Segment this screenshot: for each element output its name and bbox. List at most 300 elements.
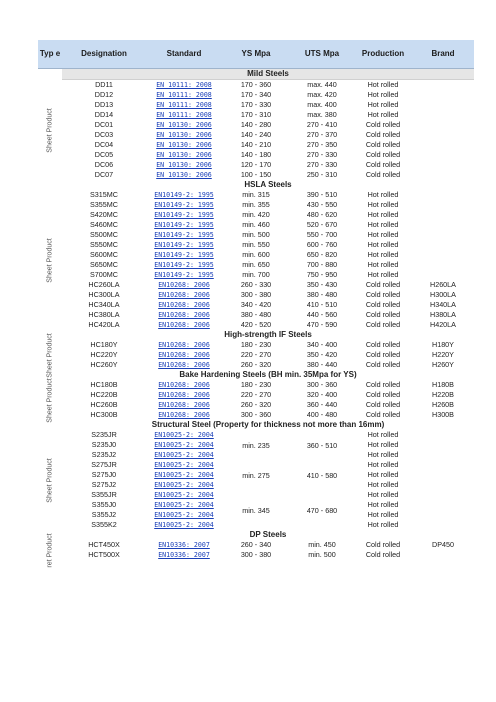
- standard-link[interactable]: EN10025-2: 2004: [154, 511, 214, 519]
- table-row: [38, 300, 474, 310]
- merged-uts-cell: 470 - 680: [306, 505, 338, 515]
- ys-cell: 120 - 170: [240, 160, 272, 169]
- ys-cell: min. 420: [242, 210, 270, 219]
- header-designation: Designation: [81, 49, 127, 58]
- ys-cell: 300 - 380: [240, 290, 272, 299]
- designation-cell: S420MC: [90, 210, 118, 219]
- production-cell: Hot rolled: [367, 510, 399, 519]
- standard-cell: [146, 260, 222, 270]
- section: [38, 370, 474, 423]
- production-cell: Hot rolled: [367, 270, 399, 279]
- brand-cell: [412, 210, 474, 220]
- designation-cell: S600MC: [90, 250, 118, 259]
- standard-cell: [146, 240, 222, 250]
- designation-cell: DD13: [94, 100, 114, 109]
- designation-cell: HC260B: [90, 400, 118, 409]
- designation-cell: HC340LA: [88, 300, 120, 309]
- designation-cell: DC07: [94, 170, 114, 179]
- uts-cell: 700 - 880: [306, 260, 338, 269]
- standard-cell: [146, 520, 222, 530]
- brand-cell: [412, 460, 474, 470]
- uts-cell: 350 - 420: [306, 350, 338, 359]
- uts-cell: max. 440: [307, 80, 337, 89]
- table-row: [38, 290, 474, 300]
- brand-cell: H380LA: [430, 310, 456, 319]
- standard-cell: [146, 360, 222, 370]
- uts-cell: max. 400: [307, 100, 337, 109]
- ys-cell: 220 - 270: [240, 390, 272, 399]
- brand-cell: H260LA: [430, 280, 456, 289]
- brand-cell: H340LA: [430, 300, 456, 309]
- product-type-label: [38, 190, 62, 330]
- ys-cell: 180 - 230: [240, 340, 272, 349]
- section-rows: [38, 80, 474, 180]
- ys-cell: 140 - 280: [240, 120, 272, 129]
- designation-cell: S550MC: [90, 240, 118, 249]
- standard-cell: [146, 170, 222, 180]
- designation-cell: DC06: [94, 160, 114, 169]
- brand-cell: [412, 510, 474, 520]
- production-cell: Cold rolled: [365, 130, 401, 139]
- brand-cell: [412, 480, 474, 490]
- brand-cell: [412, 130, 474, 140]
- production-cell: Cold rolled: [365, 160, 401, 169]
- brand-cell: [412, 490, 474, 500]
- standard-link[interactable]: EN 10111: 2008: [156, 101, 212, 109]
- standard-link[interactable]: EN10149-2: 1995: [154, 261, 214, 269]
- standard-link[interactable]: EN10149-2: 1995: [154, 231, 214, 239]
- table-row: [38, 200, 474, 210]
- brand-cell: [412, 450, 474, 460]
- section-rows: [38, 430, 474, 530]
- standard-link[interactable]: EN10025-2: 2004: [154, 501, 214, 509]
- designation-cell: S275JR: [91, 460, 117, 469]
- standard-link[interactable]: EN 10130: 2006: [156, 161, 212, 169]
- brand-cell: DP450: [432, 540, 454, 549]
- standard-cell: [146, 500, 222, 510]
- table-row: [38, 280, 474, 290]
- section: [38, 530, 474, 568]
- designation-cell: DC01: [94, 120, 114, 129]
- production-cell: Cold rolled: [365, 120, 401, 129]
- production-cell: Hot rolled: [367, 440, 399, 449]
- production-cell: Cold rolled: [365, 150, 401, 159]
- product-type-text: Sheet Product: [46, 237, 54, 283]
- merged-uts-cell: 410 - 580: [306, 470, 338, 480]
- designation-cell: S700MC: [90, 270, 118, 279]
- header-uts: UTS Mpa: [304, 49, 340, 58]
- production-cell: Cold rolled: [365, 360, 401, 369]
- ys-cell: min. 700: [242, 270, 270, 279]
- standard-link[interactable]: EN 10130: 2006: [156, 131, 212, 139]
- brand-cell: H420LA: [430, 320, 456, 329]
- table-row: [38, 410, 474, 420]
- designation-cell: S355JR: [91, 490, 117, 499]
- designation-cell: HC220Y: [90, 350, 118, 359]
- merged-ys-cell: min. 275: [242, 470, 270, 480]
- standard-link[interactable]: EN10149-2: 1995: [154, 271, 214, 279]
- table-row: [38, 380, 474, 390]
- uts-cell: 650 - 820: [306, 250, 338, 259]
- production-cell: Cold rolled: [365, 140, 401, 149]
- uts-cell: 440 - 560: [306, 310, 338, 319]
- standard-link[interactable]: EN10268: 2006: [158, 401, 210, 409]
- production-cell: Cold rolled: [365, 400, 401, 409]
- brand-cell: [412, 170, 474, 180]
- production-cell: Hot rolled: [367, 230, 399, 239]
- ys-cell: min. 500: [242, 230, 270, 239]
- designation-cell: HC420LA: [88, 320, 120, 329]
- standard-link[interactable]: EN10268: 2006: [158, 341, 210, 349]
- standard-link[interactable]: EN10025-2: 2004: [154, 441, 214, 449]
- brand-cell: [412, 550, 474, 560]
- uts-cell: 480 - 620: [306, 210, 338, 219]
- ys-cell: 340 - 420: [240, 300, 272, 309]
- uts-cell: 300 - 360: [306, 380, 338, 389]
- product-type-label: [38, 332, 62, 378]
- uts-cell: 750 - 950: [306, 270, 338, 279]
- standard-cell: [146, 230, 222, 240]
- uts-cell: 270 - 410: [306, 120, 338, 129]
- designation-cell: HC300B: [90, 410, 118, 419]
- merged-ys-cell: min. 235: [242, 440, 270, 450]
- standard-cell: [146, 410, 222, 420]
- standard-cell: [146, 350, 222, 360]
- ys-cell: 220 - 270: [240, 350, 272, 359]
- table-row: [38, 240, 474, 250]
- standard-link[interactable]: EN 10130: 2006: [156, 151, 212, 159]
- production-cell: Cold rolled: [365, 170, 401, 179]
- production-cell: Cold rolled: [365, 300, 401, 309]
- brand-cell: H180B: [432, 380, 454, 389]
- section-title: DP Steels: [249, 530, 287, 539]
- ys-cell: 140 - 180: [240, 150, 272, 159]
- table-row: [38, 340, 474, 350]
- standard-link[interactable]: EN 10130: 2006: [156, 171, 212, 179]
- standard-cell: [146, 400, 222, 410]
- standard-link[interactable]: EN10268: 2006: [158, 301, 210, 309]
- designation-cell: S355MC: [90, 200, 118, 209]
- uts-cell: 390 - 510: [306, 190, 338, 199]
- standard-cell: [146, 340, 222, 350]
- uts-cell: min. 500: [308, 550, 336, 559]
- designation-cell: HC300LA: [88, 290, 120, 299]
- standard-cell: [146, 140, 222, 150]
- brand-cell: [412, 90, 474, 100]
- merged-ys-cell: min. 345: [242, 505, 270, 515]
- brand-cell: H180Y: [432, 340, 454, 349]
- designation-cell: S235JR: [91, 430, 117, 439]
- ys-cell: 170 - 360: [240, 80, 272, 89]
- designation-cell: HC260LA: [88, 280, 120, 289]
- designation-cell: S460MC: [90, 220, 118, 229]
- uts-cell: 600 - 760: [306, 240, 338, 249]
- standard-cell: [146, 160, 222, 170]
- table-row: [38, 90, 474, 100]
- standard-link[interactable]: EN10025-2: 2004: [154, 451, 214, 459]
- production-cell: Hot rolled: [367, 240, 399, 249]
- ys-cell: min. 315: [242, 190, 270, 199]
- production-cell: Hot rolled: [367, 190, 399, 199]
- standard-link[interactable]: EN10149-2: 1995: [154, 241, 214, 249]
- production-cell: Cold rolled: [365, 310, 401, 319]
- brand-cell: [412, 100, 474, 110]
- brand-cell: [412, 500, 474, 510]
- brand-cell: [412, 150, 474, 160]
- production-cell: Hot rolled: [367, 500, 399, 509]
- production-cell: Hot rolled: [367, 90, 399, 99]
- ys-cell: 260 - 320: [240, 360, 272, 369]
- uts-cell: max. 380: [307, 110, 337, 119]
- uts-cell: 550 - 700: [306, 230, 338, 239]
- ys-cell: 140 - 240: [240, 130, 272, 139]
- uts-cell: 250 - 310: [306, 170, 338, 179]
- standard-cell: [146, 80, 222, 90]
- standard-cell: [146, 320, 222, 330]
- standard-link[interactable]: EN10268: 2006: [158, 321, 210, 329]
- brand-cell: [412, 200, 474, 210]
- uts-cell: 270 - 350: [306, 140, 338, 149]
- production-cell: Hot rolled: [367, 450, 399, 459]
- production-cell: Hot rolled: [367, 260, 399, 269]
- uts-cell: 270 - 330: [306, 160, 338, 169]
- production-cell: Hot rolled: [367, 490, 399, 499]
- standard-link[interactable]: EN10268: 2006: [158, 291, 210, 299]
- standard-cell: [146, 190, 222, 200]
- standard-link[interactable]: EN10025-2: 2004: [154, 481, 214, 489]
- ys-cell: 170 - 310: [240, 110, 272, 119]
- standard-link[interactable]: EN 10111: 2008: [156, 81, 212, 89]
- standard-link[interactable]: EN10268: 2006: [158, 311, 210, 319]
- ys-cell: 100 - 150: [240, 170, 272, 179]
- designation-cell: S500MC: [90, 230, 118, 239]
- standard-cell: [146, 150, 222, 160]
- production-cell: Cold rolled: [365, 410, 401, 419]
- standard-link[interactable]: EN10149-2: 1995: [154, 221, 214, 229]
- table-row: [38, 260, 474, 270]
- uts-cell: 470 - 590: [306, 320, 338, 329]
- section-rows: [38, 377, 474, 423]
- header-production: Production: [361, 49, 405, 58]
- product-type-label: [38, 377, 62, 423]
- table-row: [38, 150, 474, 160]
- production-cell: Hot rolled: [367, 430, 399, 439]
- standard-cell: [146, 310, 222, 320]
- designation-cell: S355J2: [91, 510, 117, 519]
- table-row: [38, 320, 474, 330]
- table-row: [38, 350, 474, 360]
- standard-cell: [146, 200, 222, 210]
- uts-cell: 360 - 440: [306, 400, 338, 409]
- production-cell: Cold rolled: [365, 390, 401, 399]
- table-row: [38, 400, 474, 410]
- brand-cell: [412, 230, 474, 240]
- ys-cell: 170 - 340: [240, 90, 272, 99]
- standard-link[interactable]: EN10268: 2006: [158, 381, 210, 389]
- header-brand: Brand: [431, 49, 455, 58]
- standard-link[interactable]: EN10149-2: 1995: [154, 211, 214, 219]
- ys-cell: 260 - 340: [240, 540, 272, 549]
- standard-link[interactable]: EN10025-2: 2004: [154, 471, 214, 479]
- production-cell: Cold rolled: [365, 540, 401, 549]
- uts-cell: 270 - 330: [306, 150, 338, 159]
- standard-cell: [146, 210, 222, 220]
- designation-cell: DD12: [94, 90, 114, 99]
- designation-cell: DC05: [94, 150, 114, 159]
- standard-cell: [146, 290, 222, 300]
- product-type-text: Sheet Product: [46, 107, 54, 153]
- standard-link[interactable]: EN10268: 2006: [158, 391, 210, 399]
- standard-link[interactable]: EN10149-2: 1995: [154, 191, 214, 199]
- uts-cell: 520 - 670: [306, 220, 338, 229]
- production-cell: Hot rolled: [367, 470, 399, 479]
- standard-link[interactable]: EN10025-2: 2004: [154, 431, 214, 439]
- table-row: [38, 170, 474, 180]
- production-cell: Hot rolled: [367, 220, 399, 229]
- table-row: [38, 210, 474, 220]
- header-type: Typ e: [39, 49, 61, 58]
- ys-cell: min. 355: [242, 200, 270, 209]
- table-row: [38, 550, 474, 560]
- table-body: [38, 69, 474, 568]
- designation-cell: S355K2: [91, 520, 117, 529]
- standard-cell: [146, 250, 222, 260]
- table-row: [38, 220, 474, 230]
- designation-cell: S315MC: [90, 190, 118, 199]
- product-type-text: Sheet Product: [46, 332, 54, 378]
- designation-cell: S275J0: [91, 470, 117, 479]
- section: [38, 420, 474, 530]
- standard-link[interactable]: EN 10111: 2008: [156, 91, 212, 99]
- table-row: [38, 110, 474, 120]
- ys-cell: 300 - 360: [240, 410, 272, 419]
- standard-link[interactable]: EN10268: 2006: [158, 281, 210, 289]
- product-type-label: [38, 532, 62, 568]
- brand-cell: [412, 430, 474, 440]
- product-type-label: [38, 80, 62, 180]
- brand-cell: [412, 440, 474, 450]
- table-row: [38, 310, 474, 320]
- table-row: [38, 130, 474, 140]
- standard-cell: [146, 380, 222, 390]
- standard-cell: [146, 550, 222, 560]
- ys-cell: 170 - 330: [240, 100, 272, 109]
- designation-cell: S235J2: [91, 450, 117, 459]
- section-title: High-strength IF Steels: [224, 330, 312, 339]
- standard-link[interactable]: EN10268: 2006: [158, 351, 210, 359]
- brand-cell: H300B: [432, 410, 454, 419]
- brand-cell: H220Y: [432, 350, 454, 359]
- uts-cell: 410 - 510: [306, 300, 338, 309]
- designation-cell: HC180B: [90, 380, 118, 389]
- brand-cell: [412, 520, 474, 530]
- standard-link[interactable]: EN 10111: 2008: [156, 111, 212, 119]
- table-row: [38, 230, 474, 240]
- standard-cell: [146, 300, 222, 310]
- table-row: [38, 120, 474, 130]
- standard-link[interactable]: EN10268: 2006: [158, 361, 210, 369]
- table-header: [38, 40, 474, 69]
- standard-link[interactable]: EN10025-2: 2004: [154, 461, 214, 469]
- production-cell: Hot rolled: [367, 80, 399, 89]
- standard-cell: [146, 130, 222, 140]
- designation-cell: HCT500X: [88, 550, 120, 559]
- standard-cell: [146, 90, 222, 100]
- brand-cell: [412, 260, 474, 270]
- standard-link[interactable]: EN10336: 2007: [158, 541, 210, 549]
- standard-cell: [146, 100, 222, 110]
- standard-cell: [146, 480, 222, 490]
- product-type-text: Sheet Product: [46, 457, 54, 503]
- production-cell: Hot rolled: [367, 210, 399, 219]
- section-rows: [38, 190, 474, 330]
- designation-cell: DC03: [94, 130, 114, 139]
- brand-cell: [412, 120, 474, 130]
- designation-cell: HCT450X: [88, 540, 120, 549]
- standard-link[interactable]: EN 10130: 2006: [156, 141, 212, 149]
- standard-link[interactable]: EN 10130: 2006: [156, 121, 212, 129]
- standard-cell: [146, 220, 222, 230]
- table-row: [38, 80, 474, 90]
- table-row: [38, 250, 474, 260]
- standard-cell: [146, 390, 222, 400]
- ys-cell: 300 - 380: [240, 550, 272, 559]
- standard-link[interactable]: EN10025-2: 2004: [154, 521, 214, 529]
- steel-grades-table: [38, 40, 474, 568]
- production-cell: Cold rolled: [365, 350, 401, 359]
- designation-cell: HC220B: [90, 390, 118, 399]
- section: [38, 180, 474, 330]
- table-row: [38, 100, 474, 110]
- ys-cell: min. 460: [242, 220, 270, 229]
- standard-link[interactable]: EN10149-2: 1995: [154, 201, 214, 209]
- designation-cell: S235J0: [91, 440, 117, 449]
- brand-cell: [412, 160, 474, 170]
- uts-cell: 380 - 480: [306, 290, 338, 299]
- uts-cell: min. 450: [308, 540, 336, 549]
- uts-cell: 400 - 480: [306, 410, 338, 419]
- designation-cell: S650MC: [90, 260, 118, 269]
- brand-cell: [412, 240, 474, 250]
- production-cell: Cold rolled: [365, 280, 401, 289]
- standard-link[interactable]: EN10025-2: 2004: [154, 491, 214, 499]
- standard-cell: [146, 440, 222, 450]
- section-title: Structural Steel (Property for thickness not more than 16mm): [151, 420, 385, 429]
- standard-link[interactable]: EN10149-2: 1995: [154, 251, 214, 259]
- designation-cell: HC260Y: [90, 360, 118, 369]
- designation-cell: DD14: [94, 110, 114, 119]
- ys-cell: 140 - 210: [240, 140, 272, 149]
- product-type-text: Sheet Product: [46, 377, 54, 423]
- standard-cell: [146, 110, 222, 120]
- uts-cell: 270 - 370: [306, 130, 338, 139]
- table-row: [38, 390, 474, 400]
- designation-cell: DC04: [94, 140, 114, 149]
- production-cell: Hot rolled: [367, 480, 399, 489]
- uts-cell: 320 - 400: [306, 390, 338, 399]
- table-row: [38, 540, 474, 550]
- section-title: Mild Steels: [62, 69, 474, 80]
- production-cell: Hot rolled: [367, 520, 399, 529]
- table-row: [38, 140, 474, 150]
- designation-cell: S355J0: [91, 500, 117, 509]
- standard-link[interactable]: EN10268: 2006: [158, 411, 210, 419]
- production-cell: Cold rolled: [365, 550, 401, 559]
- brand-cell: [412, 110, 474, 120]
- brand-cell: H260Y: [432, 360, 454, 369]
- brand-cell: [412, 140, 474, 150]
- standard-link[interactable]: EN10336: 2007: [158, 551, 210, 559]
